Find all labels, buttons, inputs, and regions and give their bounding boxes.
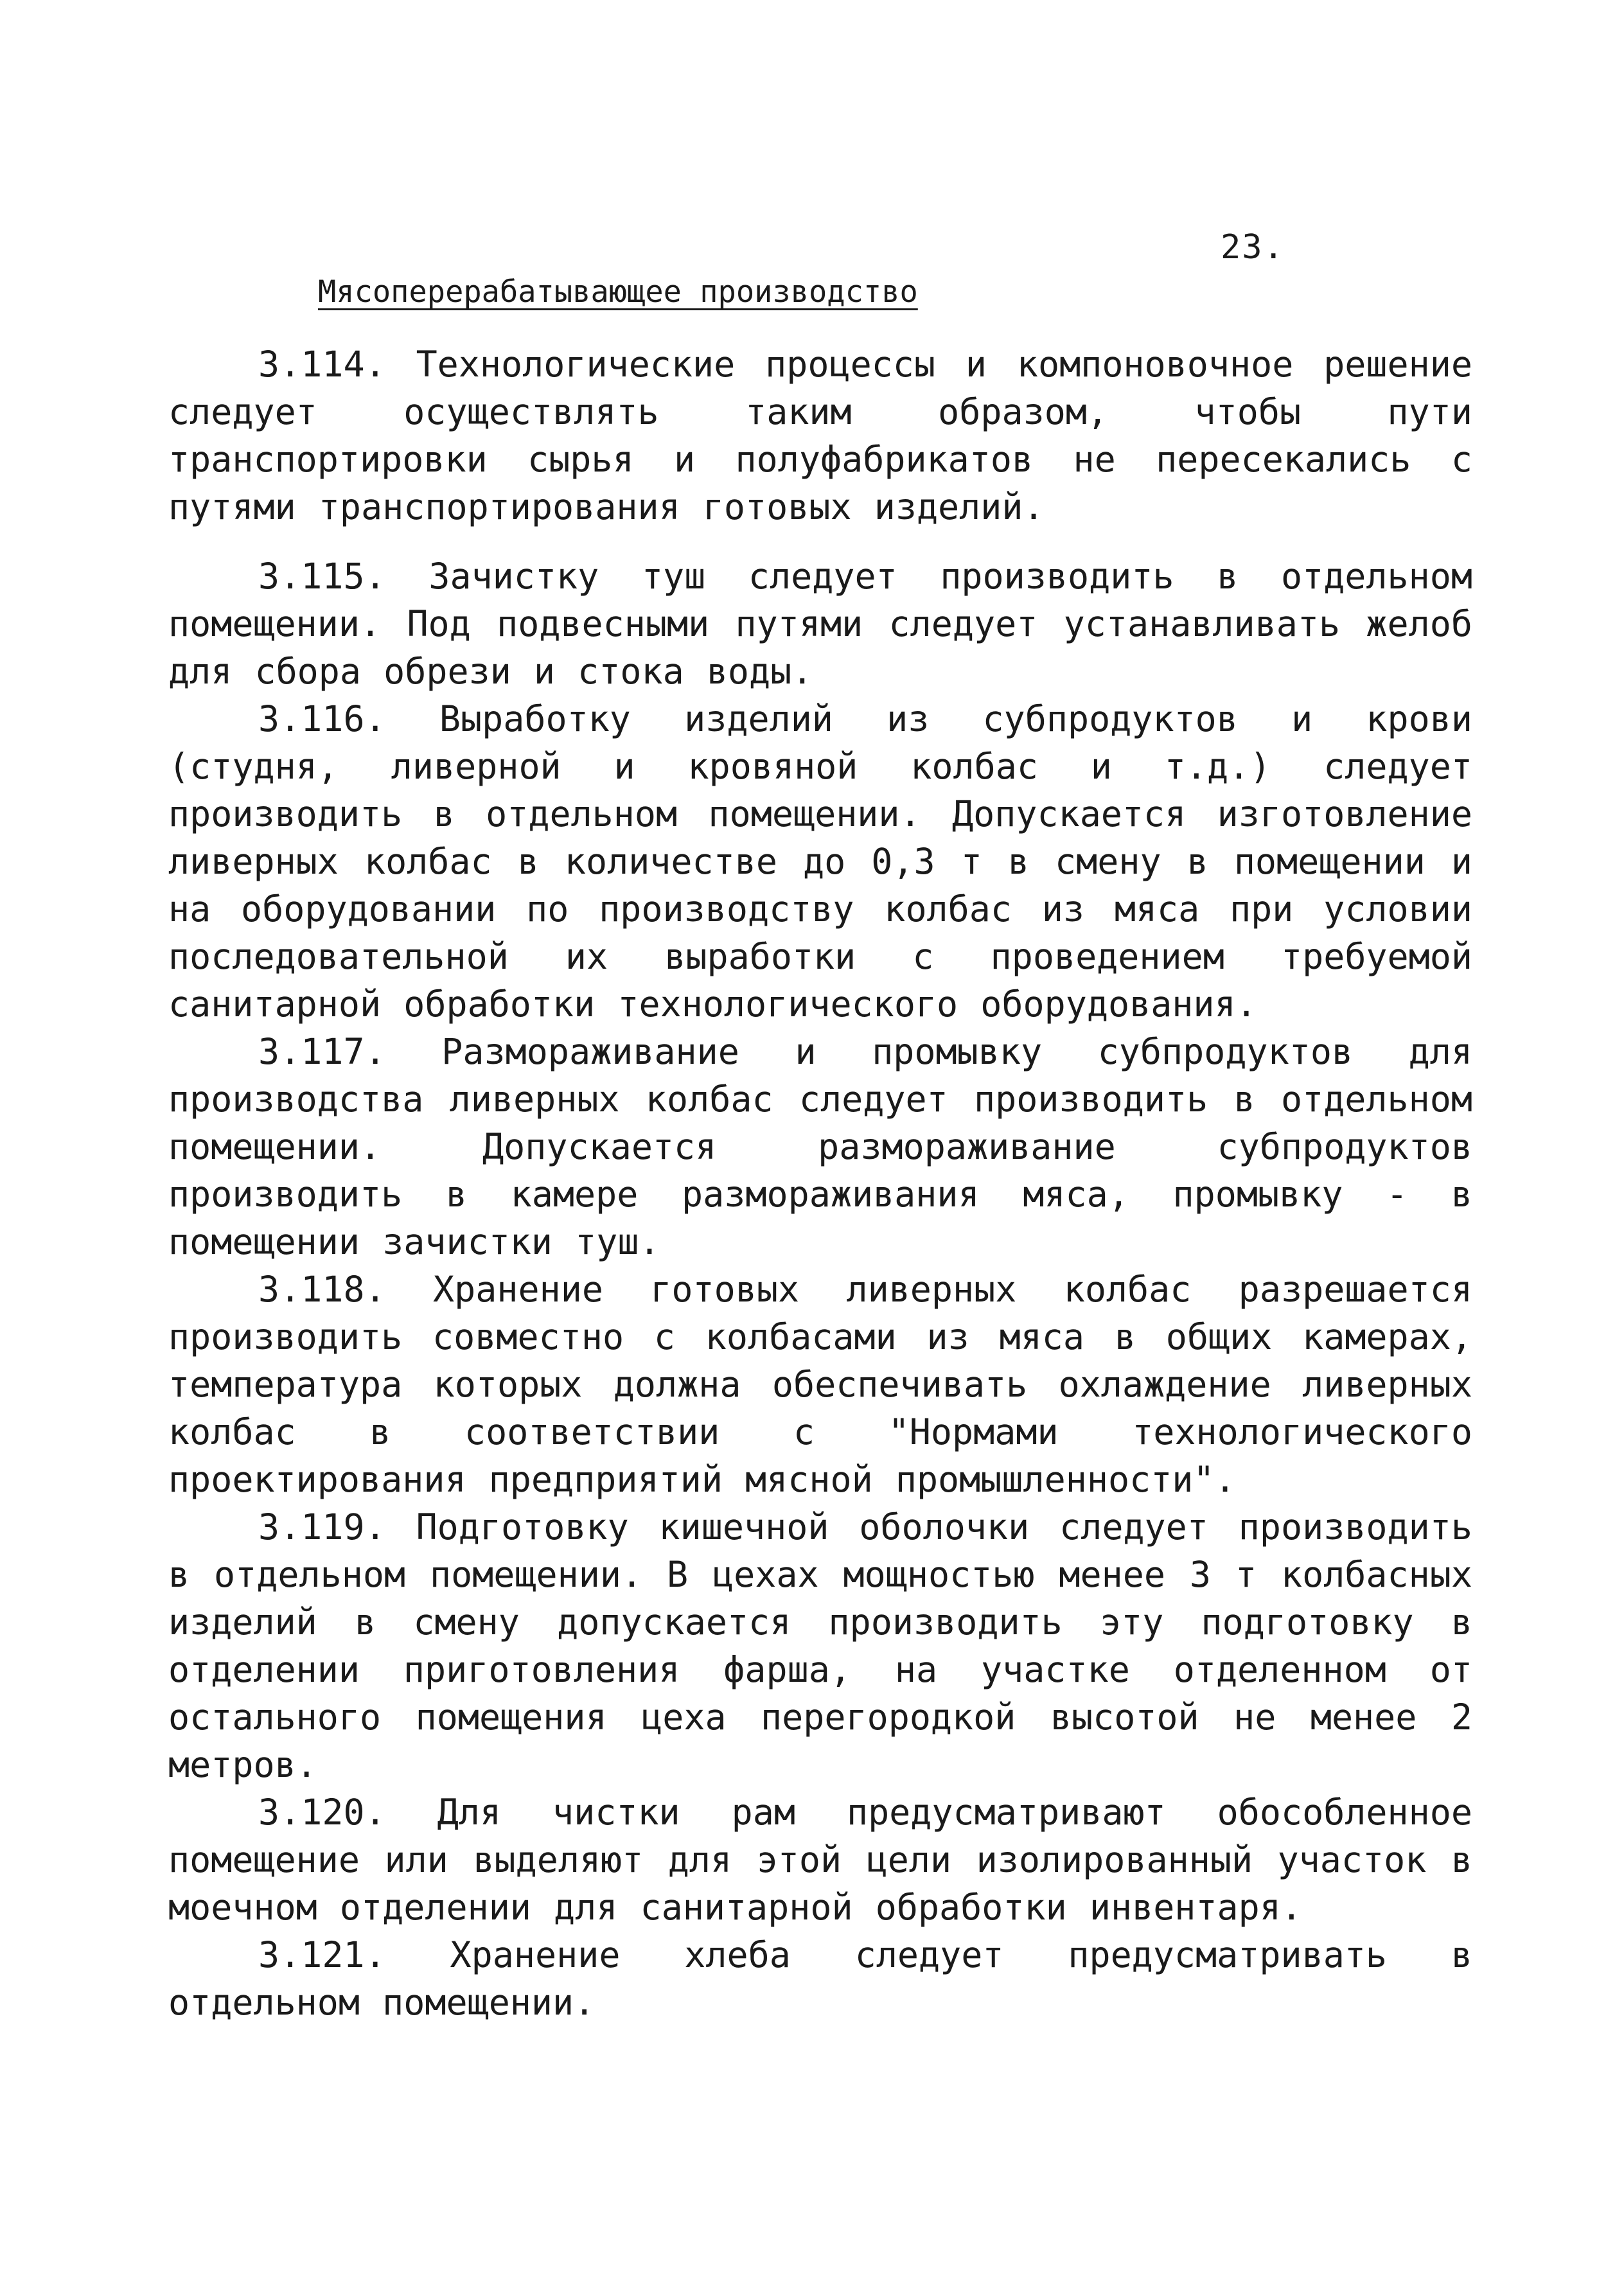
paragraph-number: 3.119.: [258, 1506, 386, 1548]
paragraph-text: Подготовку кишечной оболочки следует производить в отдельном помещении. В цехах мощностью менее 3 т колбасных изделий в смену допускается производить эту подготовку в отделении приготовления фарша, на участке отделенном от остального помещения цеха перегородкой высотой не менее 2 метров.: [168, 1506, 1472, 1785]
paragraph-number: 3.117.: [258, 1031, 386, 1072]
paragraph-text: Для чистки рам предусматривают обособленное помещение или выделяют для этой цели изолированный участок в моечном отделении для санитарной обработки инвентаря.: [168, 1792, 1472, 1928]
paragraph-number: 3.120.: [258, 1792, 386, 1833]
paragraph-text: Размораживание и промывку субпродуктов для производства ливерных колбас следует производить в отдельном помещении. Допускается размораживание субпродуктов производить в камере размораживания мяса, промывку - в помещении зачистки туш.: [168, 1031, 1472, 1262]
paragraph-text: Зачистку туш следует производить в отдельном помещении. Под подвесными путями следует устанавливать желоб для сбора обрези и стока воды.: [168, 556, 1472, 692]
paragraph-number: 3.115.: [258, 556, 386, 597]
paragraph-3-121: [168, 1931, 1472, 2026]
paragraph-3-120: [168, 1788, 1472, 1931]
paragraph-3-118: [168, 1266, 1472, 1503]
paragraph-text: Хранение готовых ливерных колбас разрешается производить совместно с колбасами из мяса в общих камерах, температура которых должна обеспечивать охлаждение ливерных колбас в соответствии с "Нормами технологического проектирования предприятий мясной промышленности".: [168, 1269, 1472, 1500]
paragraph-text: Выработку изделий из субпродуктов и крови (студня, ливерной и кровяной колбас и т.д.) следует производить в отдельном помещении. Допускается изготовление ливерных колбас в количестве до 0,3 т в смену в помещении и на оборудовании по производству колбас из мяса при условии последовательной их выработки с проведением требуемой санитарной обработки технологического оборудования.: [168, 698, 1472, 1025]
section-heading: Мясоперерабатывающее производство: [318, 274, 918, 310]
document-body: [168, 340, 1472, 2026]
paragraph-3-114: [168, 340, 1472, 531]
paragraph-3-119: [168, 1503, 1472, 1788]
paragraph-number: 3.116.: [258, 698, 386, 739]
paragraph-3-117: [168, 1028, 1472, 1266]
paragraph-text: Хранение хлеба следует предусматривать в отдельном помещении.: [168, 1934, 1472, 2023]
paragraph-3-115: [168, 552, 1472, 695]
paragraph-number: 3.114.: [258, 344, 386, 385]
page-number: 23.: [1221, 228, 1285, 267]
paragraph-number: 3.118.: [258, 1269, 386, 1310]
paragraph-number: 3.121.: [258, 1934, 386, 1975]
paragraph-text: Технологические процессы и компоновочное решение следует осуществлять таким образом, чтобы пути транспортировки сырья и полуфабрикатов не пересекались с путями транспортирования готовых изделий.: [168, 344, 1472, 527]
paragraph-3-116: [168, 695, 1472, 1028]
